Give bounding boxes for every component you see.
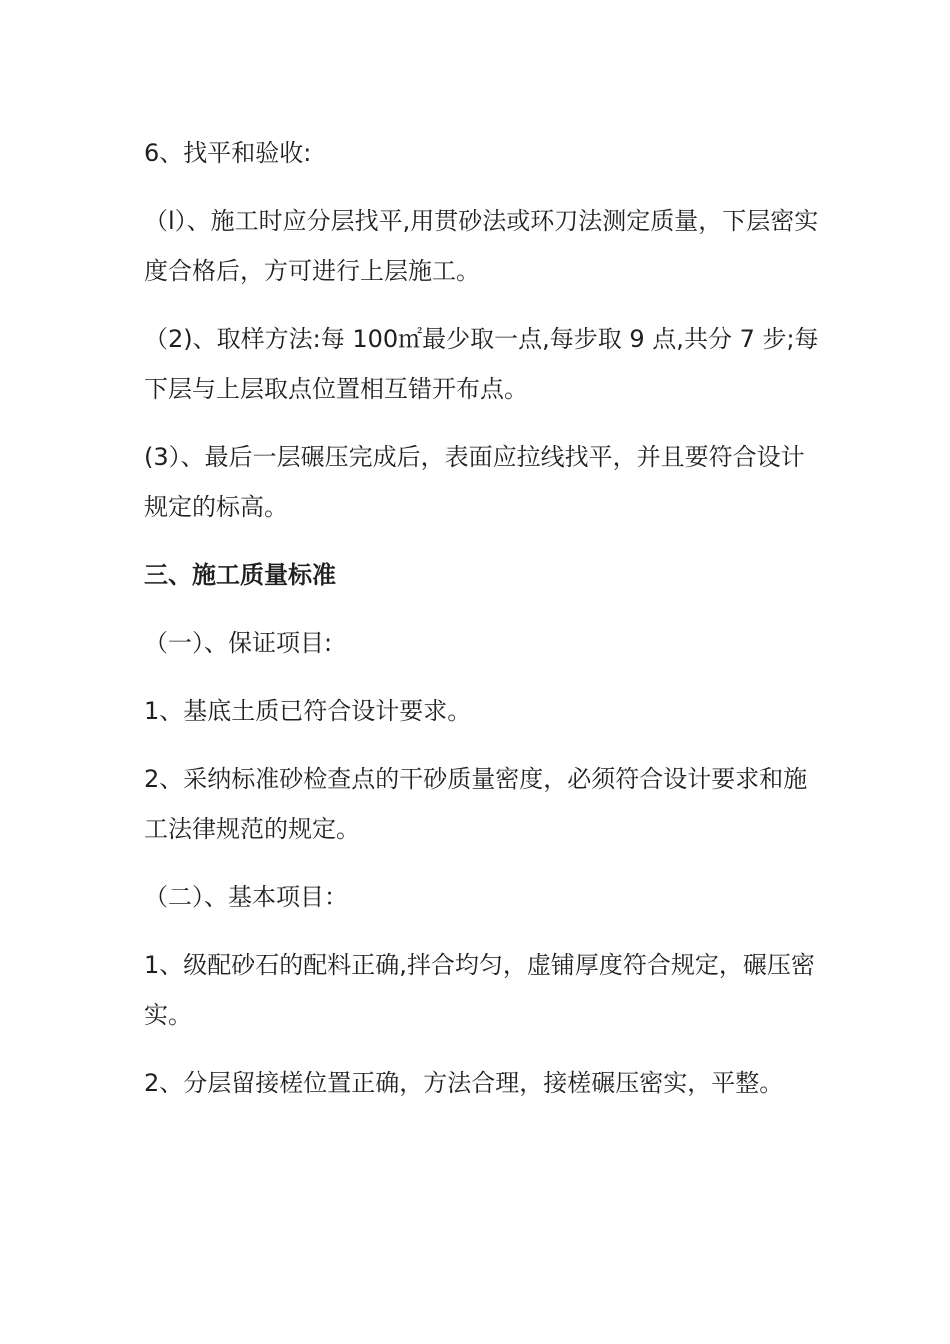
paragraph-sampling-method: （2)、取样方法:每 100㎡最少取一点,每步取 9 点,共分 7 步;每下层与上层取点位置相互错开布点。 xyxy=(144,325,819,403)
list-item-guarantee-2: 2、采纳标准砂检查点的干砂质量密度，必须符合设计要求和施工法律规范的规定。 xyxy=(144,765,808,843)
list-item-basic-2: 2、分层留接槎位置正确，方法合理，接槎碾压密实，平整。 xyxy=(144,1069,784,1097)
paragraph-final-layer: (3）、最后一层碾压完成后，表面应拉线找平，并且要符合设计规定的标高。 xyxy=(144,443,805,521)
subheading-guarantee-items: （一）、保证项目: xyxy=(144,629,333,657)
document-page xyxy=(144,128,824,1126)
section-heading-quality-standard: 三、施工质量标准 xyxy=(144,561,336,589)
subheading-basic-items: （二）、基本项目： xyxy=(144,883,348,911)
section-heading-leveling: 6、找平和验收: xyxy=(144,139,312,167)
list-item-guarantee-1: 1、基底土质已符合设计要求。 xyxy=(144,697,472,725)
list-item-basic-1: 1、级配砂石的配料正确,拌合均匀，虚铺厚度符合规定，碾压密实。 xyxy=(144,951,815,1029)
paragraph-leveling-step-1: （l）、施工时应分层找平,用贯砂法或环刀法测定质量，下层密实度合格后，方可进行上层施工。 xyxy=(144,207,819,285)
